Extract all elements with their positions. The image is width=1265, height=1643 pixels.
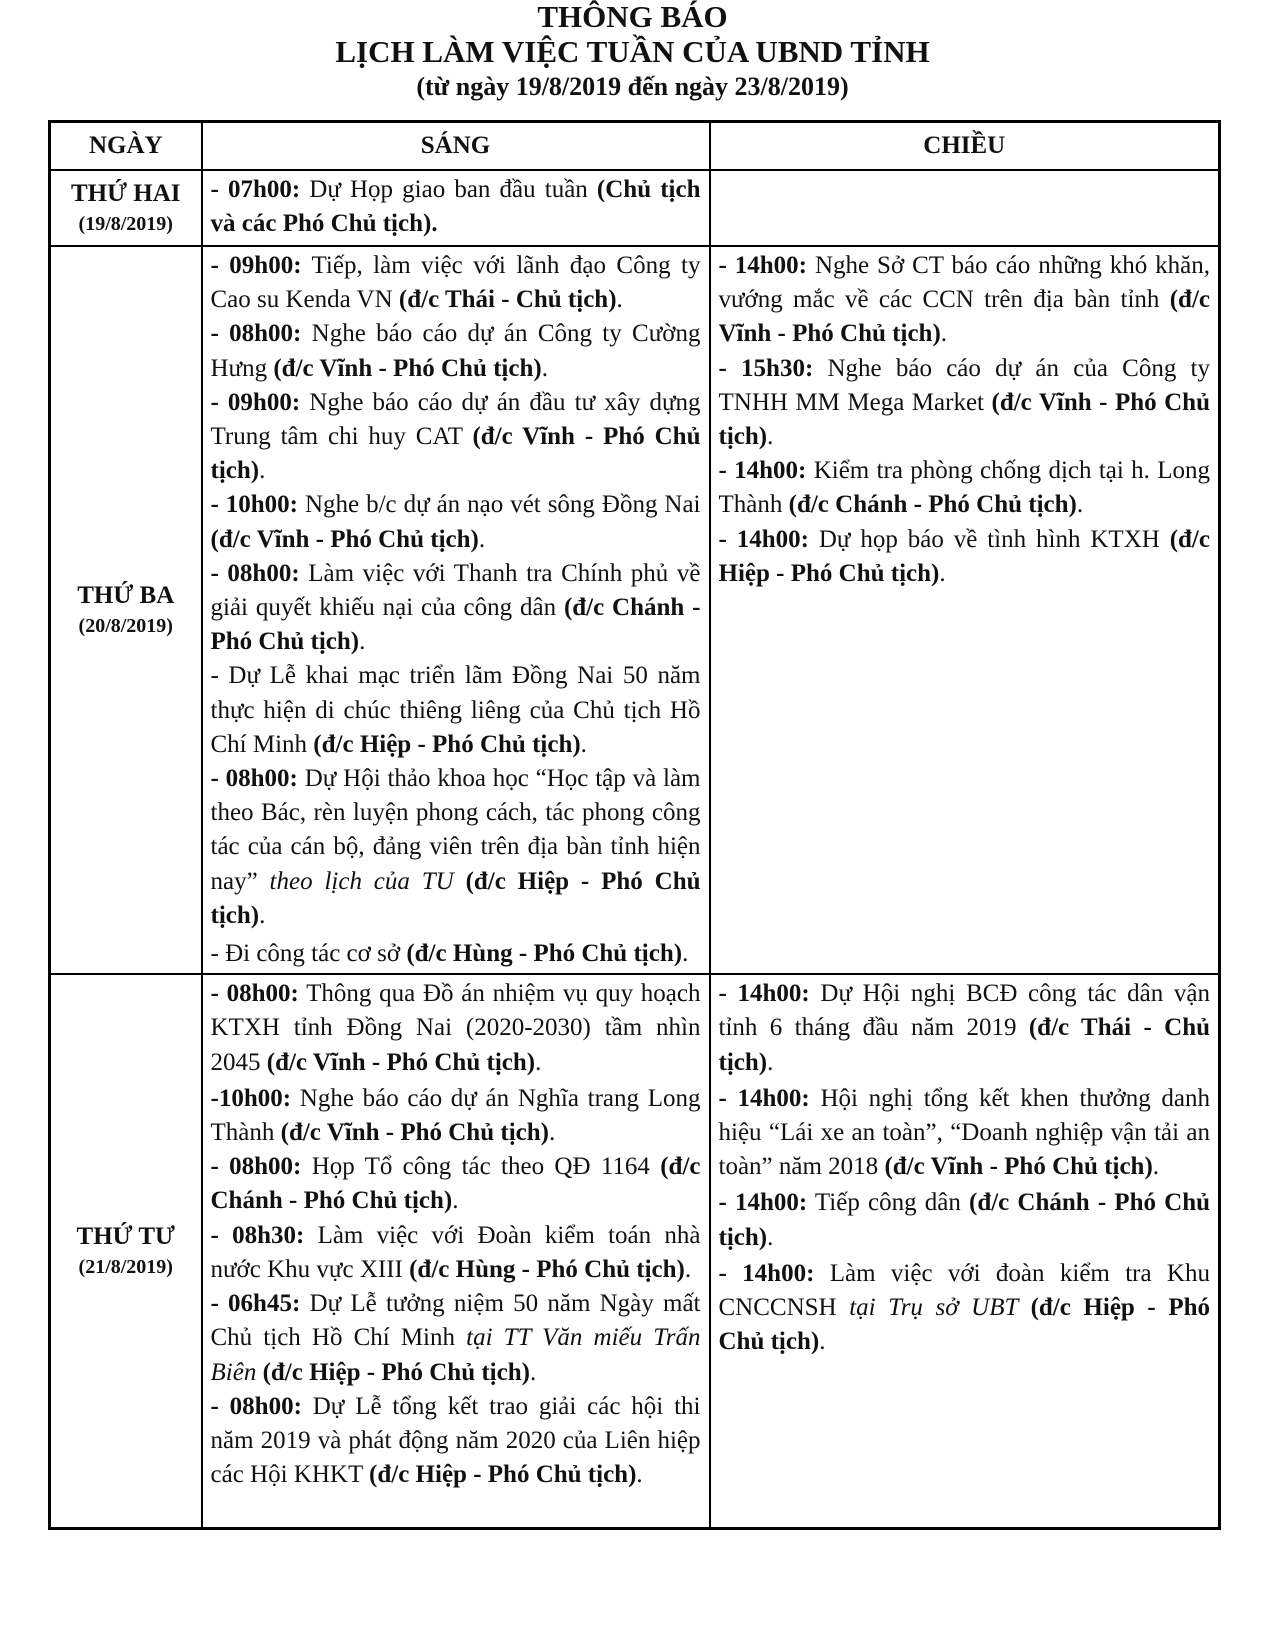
afternoon-cell bbox=[710, 974, 1220, 1529]
schedule-entry bbox=[719, 977, 1211, 1080]
entry-note: tại TT Văn miếu Trấn Biên bbox=[210, 1324, 701, 1386]
entry-tail: . bbox=[1152, 1153, 1160, 1181]
entry-person: (đ/c Vĩnh - Phó Chủ tịch) bbox=[280, 1119, 549, 1147]
entry-text: Làm việc với Thanh tra Chính phủ về giải quyết khiếu nại của công dân bbox=[210, 559, 701, 622]
table-row-tuesday bbox=[50, 246, 1220, 974]
entry-text: Nghe báo cáo dự án của Công ty TNHH MM Mega Market bbox=[718, 354, 1210, 416]
schedule-entry bbox=[719, 454, 1211, 522]
entry-time: - 10h00: bbox=[210, 491, 299, 519]
document-header bbox=[0, 0, 1265, 104]
entry-person: (đ/c Vĩnh - Phó Chủ tịch) bbox=[718, 286, 1210, 348]
schedule-entry bbox=[719, 523, 1211, 591]
entry-person: (đ/c Hùng - Phó Chủ tịch) bbox=[406, 940, 683, 968]
entry-person: (đ/c Hiệp - Phó Chủ tịch) bbox=[718, 525, 1210, 587]
entry-person: (đ/c Chánh - Phó Chủ tịch) bbox=[718, 1189, 1210, 1251]
entry-text: Dự Hội nghị BCĐ công tác dân vận tỉnh 6 tháng đầu năm 2019 bbox=[718, 980, 1210, 1042]
entry-text: Làm việc với đoàn kiểm tra Khu CNCCNSH bbox=[718, 1259, 1210, 1322]
entry-person: (đ/c Chánh - Phó Chủ tịch) bbox=[788, 491, 1077, 519]
afternoon-cell bbox=[710, 170, 1220, 246]
entry-time: - 08h00: bbox=[210, 559, 300, 587]
entry-tail: . bbox=[580, 730, 587, 758]
entry-time: - 14h00: bbox=[718, 1189, 808, 1217]
schedule-entry bbox=[211, 1287, 701, 1390]
entry-text: Làm việc với Đoàn kiểm toán nhà nước Khu vực XIII bbox=[210, 1221, 701, 1283]
schedule-entry bbox=[719, 1186, 1211, 1254]
entry-person: (đ/c Vĩnh - Phó Chủ tịch) bbox=[266, 1048, 536, 1076]
entry-time: - 08h00: bbox=[210, 1153, 302, 1181]
day-cell bbox=[50, 974, 202, 1529]
entry-note: tại Trụ sở UBT bbox=[849, 1294, 1031, 1322]
entry-tail: . bbox=[452, 1187, 459, 1215]
entry-text: Hội nghị tổng kết khen thưởng danh hiệu “Lái xe an toàn”, “Doanh nghiệp vận tải an toàn” năm 2018 bbox=[718, 1084, 1211, 1181]
column-header-morning: SÁNG bbox=[202, 122, 710, 171]
afternoon-cell bbox=[710, 246, 1220, 974]
entry-tail: . bbox=[541, 354, 548, 382]
schedule-entry bbox=[211, 317, 701, 385]
entry-text: Kiểm tra phòng chống dịch tại h. Long Thành bbox=[718, 457, 1210, 519]
entry-tail: . bbox=[819, 1328, 826, 1356]
entry-time: - 08h00: bbox=[210, 980, 299, 1008]
entry-person: (đ/c Chánh - Phó Chủ tịch) bbox=[210, 1153, 701, 1215]
entry-tail: . bbox=[548, 1119, 556, 1147]
morning-cell bbox=[202, 974, 710, 1529]
entry-text: Dự họp báo về tình hình KTXH bbox=[808, 525, 1170, 553]
day-name: THỨ TƯ bbox=[76, 1223, 175, 1251]
entry-note: theo lịch của TU bbox=[257, 867, 466, 895]
entry-time: - 14h00: bbox=[718, 252, 807, 279]
entry-tail: . bbox=[259, 901, 266, 929]
schedule-entry bbox=[211, 1219, 701, 1287]
entry-person: (đ/c Hiệp - Phó Chủ tịch) bbox=[718, 1294, 1211, 1356]
entry-text: Tiếp công dân bbox=[807, 1189, 969, 1217]
entry-tail: . bbox=[1076, 491, 1084, 519]
entry-person: (đ/c Chánh - Phó Chủ tịch) bbox=[210, 594, 701, 656]
schedule-entry bbox=[211, 659, 701, 762]
schedule-entry bbox=[211, 488, 701, 556]
entry-text: - Đi công tác cơ sở bbox=[210, 940, 407, 968]
day-cell bbox=[50, 246, 202, 974]
schedule-entry bbox=[211, 1150, 701, 1218]
table-row-monday bbox=[50, 170, 1220, 246]
day-name: THỨ BA bbox=[77, 582, 175, 610]
entry-person: (đ/c Hùng - Phó Chủ tịch) bbox=[409, 1255, 685, 1283]
entry-tail: . bbox=[767, 1048, 774, 1076]
entry-person: (đ/c Hiệp - Phó Chủ tịch) bbox=[262, 1358, 530, 1386]
entry-person: (đ/c Thái - Chủ tịch) bbox=[398, 286, 617, 314]
entry-text: Dự Lễ tổng kết trao giải các hội thi năm 2019 và phát động năm 2020 của Liên hiệp các Hội KHKT bbox=[210, 1392, 701, 1489]
entry-time: - 06h45: bbox=[210, 1290, 301, 1318]
entry-tail: . bbox=[478, 525, 486, 553]
entry-time: - 15h30: bbox=[718, 354, 814, 382]
schedule-entry bbox=[211, 249, 701, 317]
column-header-day: NGÀY bbox=[50, 122, 202, 171]
schedule-entry bbox=[211, 977, 701, 1080]
entry-text: Nghe b/c dự án nạo vét sông Đồng Nai bbox=[298, 491, 701, 519]
entry-tail: . bbox=[682, 940, 689, 968]
entry-time: - 08h30: bbox=[210, 1221, 305, 1249]
entry-tail: . bbox=[940, 320, 948, 348]
schedule-entry bbox=[211, 1390, 701, 1493]
entry-person: (Chủ tịch và các Phó Chủ tịch). bbox=[210, 176, 701, 238]
entry-time: - 07h00: bbox=[210, 176, 301, 203]
entry-text: Dự Hội thảo khoa học “Học tập và làm theo Bác, rèn luyện phong cách, tác phong công tác của cán bộ, đảng viên trên địa bàn tỉnh hiện nay” bbox=[210, 765, 701, 895]
column-header-afternoon: CHIỀU bbox=[710, 122, 1220, 171]
entry-tail: . bbox=[616, 286, 623, 314]
schedule-entry bbox=[719, 352, 1211, 455]
entry-person: (đ/c Vĩnh - Phó Chủ tịch) bbox=[273, 354, 542, 382]
entry-time: - 09h00: bbox=[210, 252, 302, 279]
schedule-entry-spanning bbox=[211, 937, 701, 971]
day-name: THỨ HAI bbox=[71, 180, 181, 207]
entry-tail: . bbox=[767, 1223, 774, 1251]
schedule-entry bbox=[211, 1082, 701, 1150]
entry-text: Tiếp, làm việc với lãnh đạo Công ty Cao su Kenda VN bbox=[210, 252, 701, 314]
date-range: (từ ngày 19/8/2019 đến ngày 23/8/2019) bbox=[416, 72, 849, 101]
entry-text: Nghe báo cáo dự án Nghĩa trang Long Thành bbox=[210, 1084, 701, 1147]
entry-text: Thông qua Đồ án nhiệm vụ quy hoạch KTXH tỉnh Đồng Nai (2020-2030) tầm nhìn 2045 bbox=[210, 980, 701, 1076]
entry-text: Dự Họp giao ban đầu tuần bbox=[300, 176, 597, 203]
entry-tail: . bbox=[636, 1461, 643, 1489]
entry-time: - 09h00: bbox=[210, 388, 301, 416]
entry-person: (đ/c Vĩnh - Phó Chủ tịch) bbox=[718, 388, 1210, 451]
entry-text: Nghe báo cáo dự án Công ty Cường Hưng bbox=[210, 320, 701, 382]
entry-time: - 14h00: bbox=[718, 1084, 810, 1112]
entry-person: (đ/c Vĩnh - Phó Chủ tịch) bbox=[210, 423, 701, 485]
entry-text: Nghe Sở CT báo cáo những khó khăn, vướng mắc về các CCN trên địa bàn tỉnh bbox=[718, 252, 1210, 314]
entry-tail: . bbox=[259, 457, 266, 485]
entry-person: (đ/c Hiệp - Phó Chủ tịch) bbox=[369, 1461, 637, 1489]
day-date: (21/8/2019) bbox=[78, 1256, 173, 1279]
weekly-schedule-table bbox=[48, 120, 1221, 1530]
notice-title: THÔNG BÁO bbox=[537, 0, 728, 34]
schedule-entry bbox=[211, 173, 701, 241]
schedule-entry bbox=[211, 386, 701, 489]
entry-time: - 08h00: bbox=[210, 765, 298, 793]
entry-tail: . bbox=[767, 423, 774, 451]
entry-time: - 14h00: bbox=[718, 1259, 815, 1287]
entry-time: - 14h00: bbox=[718, 525, 809, 553]
entry-text: Họp Tổ công tác theo QĐ 1164 bbox=[301, 1153, 661, 1181]
entry-text: Dự Lễ tưởng niệm 50 năm Ngày mất Chủ tịch Hồ Chí Minh bbox=[210, 1290, 701, 1352]
schedule-entry bbox=[719, 1082, 1211, 1185]
entry-time: - 14h00: bbox=[718, 980, 810, 1008]
entry-person: (đ/c Vĩnh - Phó Chủ tịch) bbox=[210, 525, 479, 553]
entry-person: (đ/c Vĩnh - Phó Chủ tịch) bbox=[884, 1153, 1153, 1181]
entry-tail: . bbox=[939, 559, 946, 587]
entry-person: (đ/c Thái - Chủ tịch) bbox=[718, 1014, 1211, 1076]
day-date: (19/8/2019) bbox=[78, 213, 173, 235]
day-cell bbox=[50, 170, 202, 246]
morning-cell bbox=[202, 170, 710, 246]
schedule-entry bbox=[211, 557, 701, 660]
entry-time: - 08h00: bbox=[210, 320, 302, 348]
table-header-row bbox=[50, 122, 1220, 171]
morning-cell bbox=[202, 246, 710, 974]
entry-time: -10h00: bbox=[210, 1084, 292, 1112]
entry-text: Nghe báo cáo dự án đầu tư xây dựng Trung tâm chi huy CAT bbox=[210, 388, 701, 451]
schedule-entry bbox=[719, 249, 1211, 352]
entry-tail: . bbox=[535, 1048, 542, 1076]
schedule-subtitle: LỊCH LÀM VIỆC TUẦN CỦA UBND TỈNH bbox=[335, 34, 930, 69]
entry-person: (đ/c Hiệp - Phó Chủ tịch) bbox=[210, 867, 701, 929]
schedule-entry bbox=[719, 1257, 1211, 1360]
entry-time: - 14h00: bbox=[718, 457, 807, 485]
entry-time: - 08h00: bbox=[210, 1392, 302, 1420]
entry-tail: . bbox=[684, 1255, 692, 1283]
table-row-wednesday bbox=[50, 974, 1220, 1529]
entry-text: - Dự Lễ khai mạc triển lãm Đồng Nai 50 năm thực hiện di chúc thiêng liêng của Chủ tịch Hồ Chí Minh bbox=[210, 662, 701, 758]
schedule-entry bbox=[211, 762, 701, 933]
day-date: (20/8/2019) bbox=[78, 615, 173, 638]
entry-tail: . bbox=[529, 1358, 537, 1386]
entry-person: (đ/c Hiệp - Phó Chủ tịch) bbox=[313, 730, 581, 758]
entry-tail: . bbox=[359, 628, 366, 656]
